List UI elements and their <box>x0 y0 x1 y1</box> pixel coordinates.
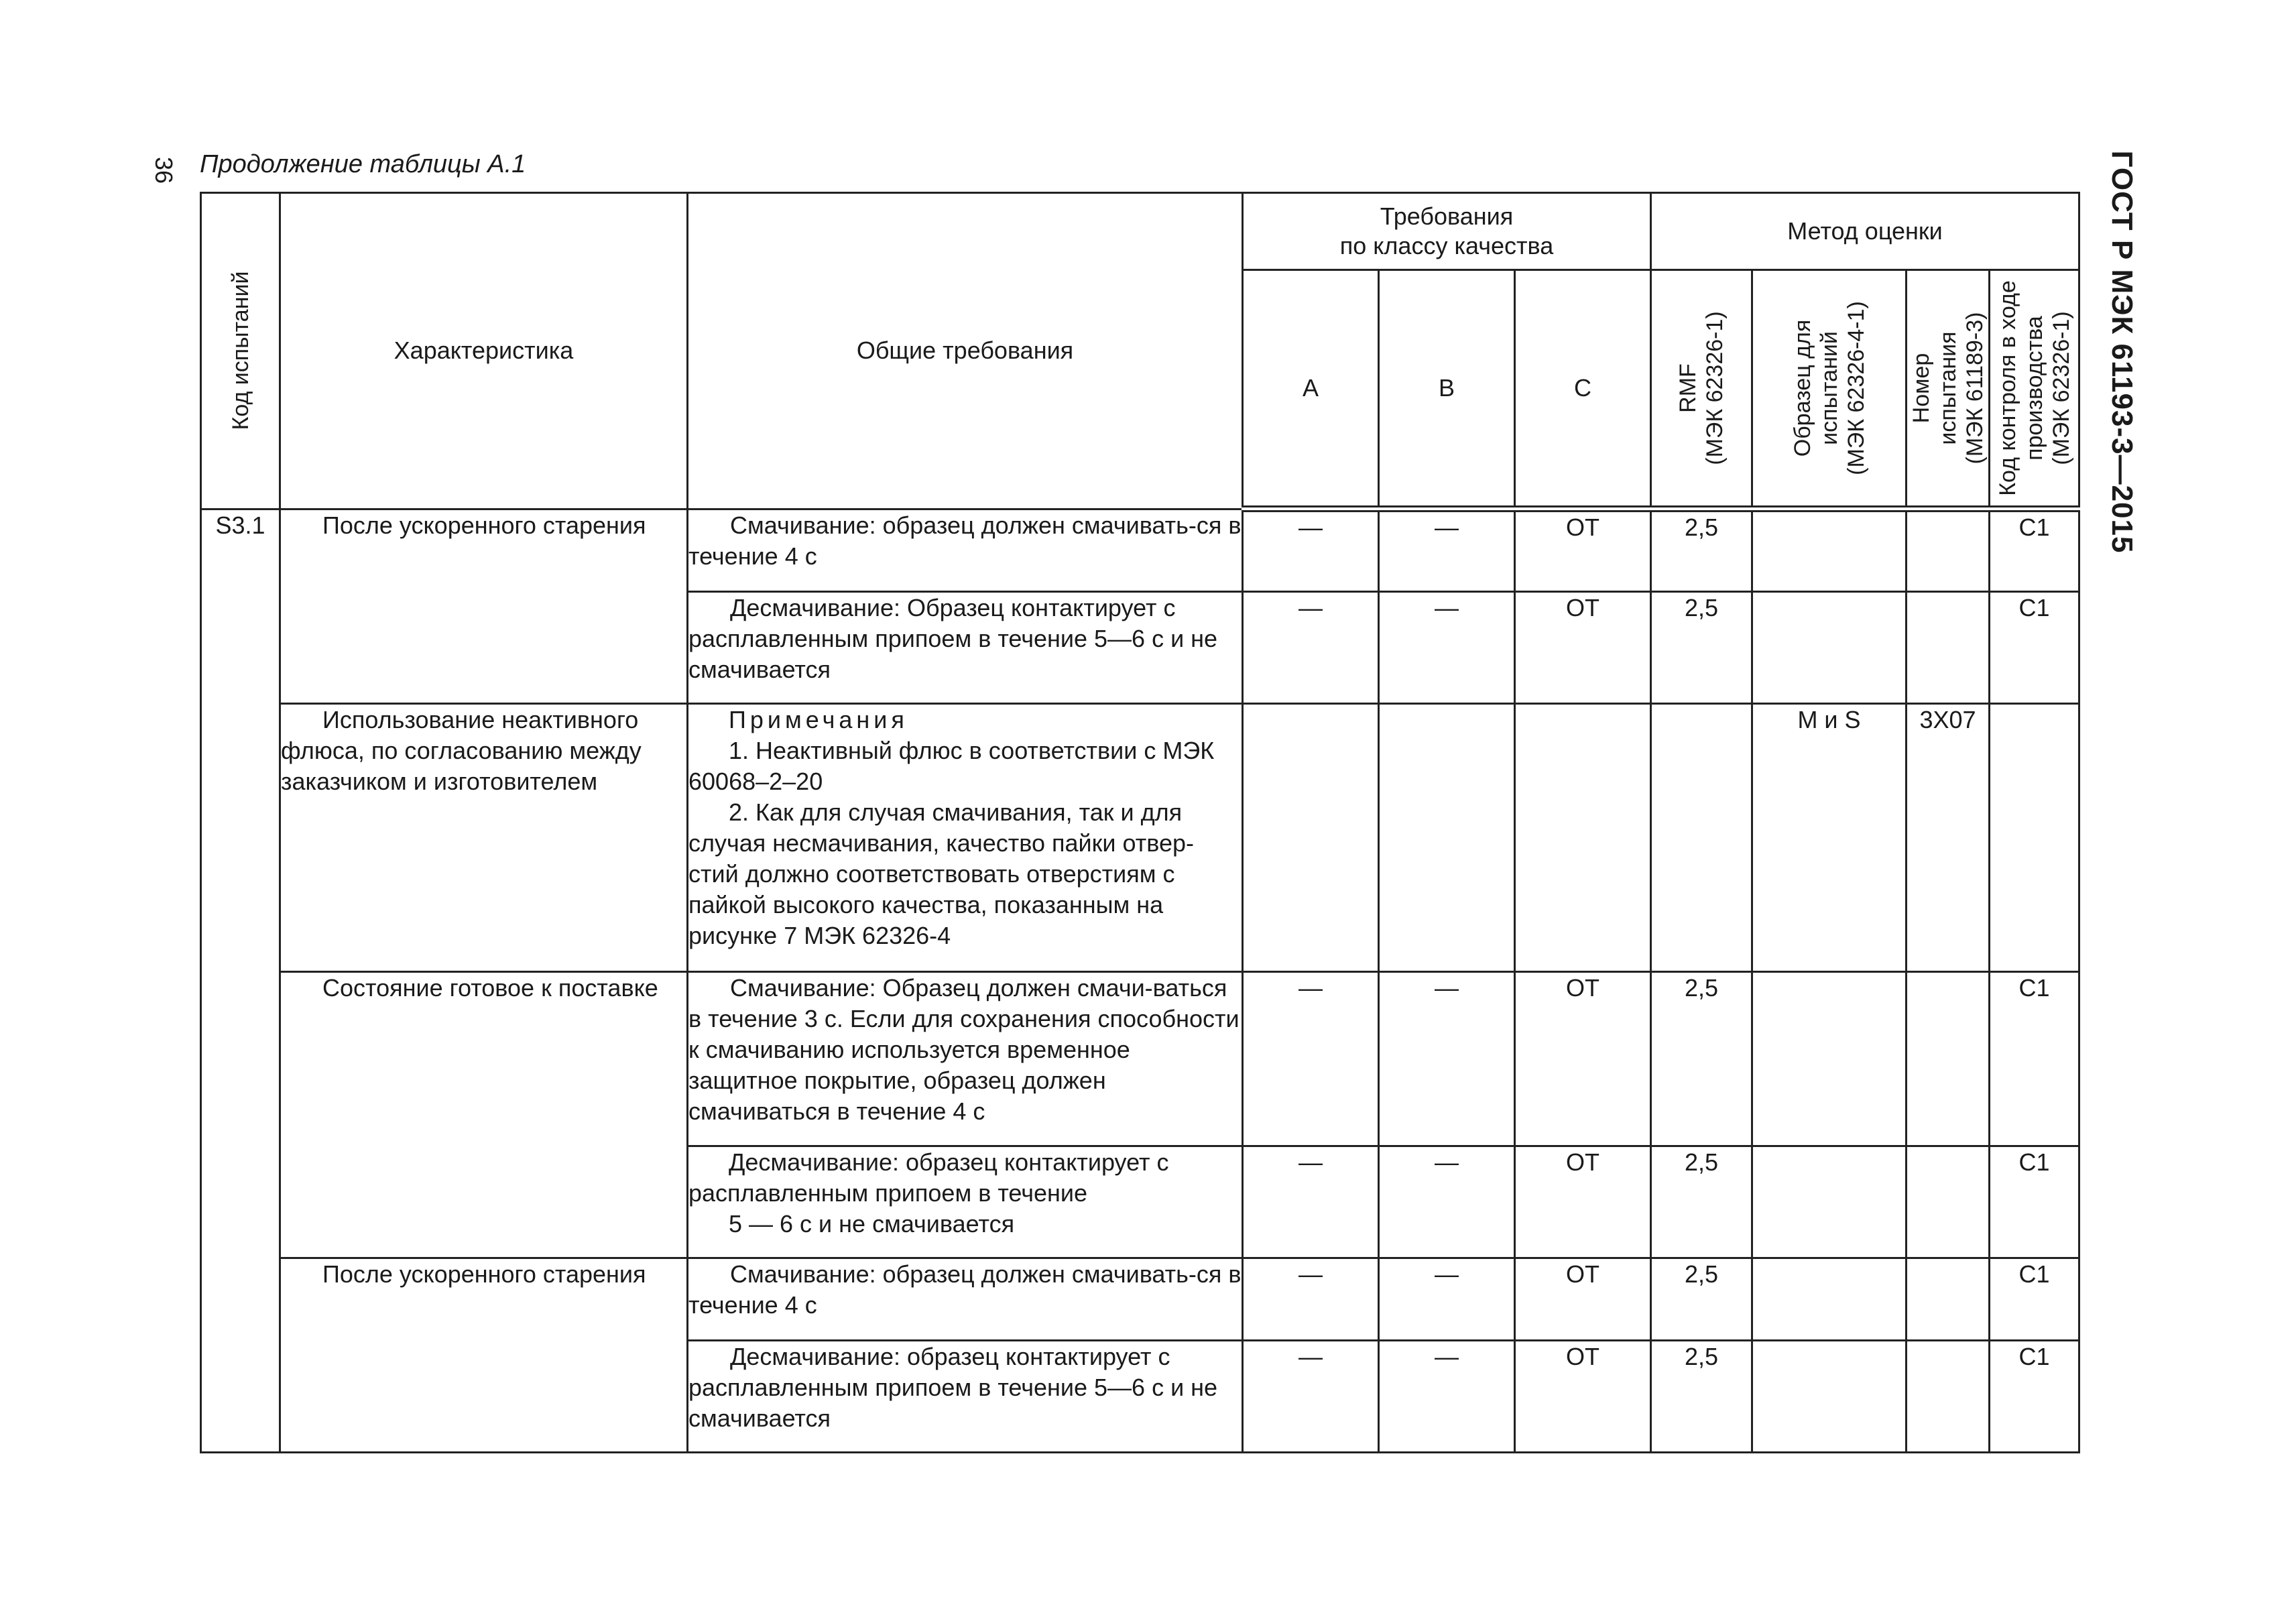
header-quality-class: Требования по классу качества <box>1243 193 1651 270</box>
test-number-value <box>1907 509 1990 591</box>
requirement-cell: Десмачивание: образец контактирует с расплавленным припоем в течение 5 — 6 с и не смачивается <box>688 1146 1243 1258</box>
class-a-value: — <box>1243 1258 1379 1340</box>
requirement-cell: Смачивание: образец должен смачивать-ся в течение 4 с <box>688 1258 1243 1340</box>
header-class-a: A <box>1243 270 1379 509</box>
table-row <box>201 703 2079 971</box>
table-row <box>201 509 2079 591</box>
test-number-value <box>1907 971 1990 1146</box>
class-a-value: — <box>1243 1340 1379 1452</box>
requirement-cell: Смачивание: образец должен смачивать-ся в течение 4 с <box>688 509 1243 591</box>
header-code: Код испытаний <box>201 193 280 509</box>
note-2: 2. Как для случая смачивания, так и для случая несмачивания, качество пайки отвер-стий должно соответствовать отверстиям с пайкой высокого качества, показанным на рисунке 7 МЭК 62326-4 <box>688 798 1194 949</box>
characteristic-cell: После ускоренного старения <box>280 509 688 703</box>
test-number-value: 3X07 <box>1907 703 1990 971</box>
page-number: 36 <box>150 156 178 184</box>
requirements-table <box>200 192 2080 1453</box>
control-code-value: C1 <box>1990 1146 2079 1258</box>
class-c-value: OT <box>1515 1258 1651 1340</box>
rmf-value: 2,5 <box>1651 591 1752 703</box>
header-evaluation-method: Метод оценки <box>1651 193 2079 270</box>
class-c-value: OT <box>1515 591 1651 703</box>
characteristic-cell: Состояние готовое к поставке <box>280 971 688 1258</box>
header-rmf: RMF (МЭК 62326-1) <box>1651 270 1752 509</box>
requirement-cell: Десмачивание: Образец контактирует с расплавленным припоем в течение 5—6 с и не смачивается <box>688 591 1243 703</box>
notes-cell <box>688 703 1243 971</box>
header-general-requirements: Общие требования <box>688 193 1243 509</box>
rmf-value: 2,5 <box>1651 971 1752 1146</box>
table-caption: Продолжение таблицы А.1 <box>200 150 526 178</box>
control-code-value: C1 <box>1990 1258 2079 1340</box>
header-test-number: Номер испытания (МЭК 61189-3) <box>1907 270 1990 509</box>
rmf-value: 2,5 <box>1651 1146 1752 1258</box>
class-a-value: — <box>1243 591 1379 703</box>
sample-value <box>1752 1258 1907 1340</box>
class-b-value: — <box>1379 971 1515 1146</box>
table-row <box>201 1258 2079 1340</box>
test-number-value <box>1907 591 1990 703</box>
control-code-value: C1 <box>1990 509 2079 591</box>
rmf-value: 2,5 <box>1651 509 1752 591</box>
note-1: 1. Неактивный флюс в соответствии с МЭК 60068–2–20 <box>688 736 1215 795</box>
header-class-c: C <box>1515 270 1651 509</box>
rmf-value: 2,5 <box>1651 1340 1752 1452</box>
header-characteristic: Характеристика <box>280 193 688 509</box>
characteristic-cell: Использование неактивного флюса, по согласованию между заказчиком и изготовителем <box>280 703 688 971</box>
class-c-value: OT <box>1515 1340 1651 1452</box>
control-code-value: C1 <box>1990 591 2079 703</box>
control-code-value: C1 <box>1990 971 2079 1146</box>
standard-designation: ГОСТ Р МЭК 61193-3—2015 <box>2106 150 2138 554</box>
class-c-value: OT <box>1515 971 1651 1146</box>
control-code-value: C1 <box>1990 1340 2079 1452</box>
sample-value: M и S <box>1752 703 1907 971</box>
header-test-sample: Образец для испытаний (МЭК 62326-4-1) <box>1752 270 1907 509</box>
sample-value <box>1752 1340 1907 1452</box>
class-b-value: — <box>1379 1340 1515 1452</box>
class-b-value: — <box>1379 509 1515 591</box>
class-b-value: — <box>1379 591 1515 703</box>
sample-value <box>1752 591 1907 703</box>
header-class-b: B <box>1379 270 1515 509</box>
requirement-cell: Смачивание: Образец должен смачи-ваться в течение 3 с. Если для сохранения способности к смачиванию используется временное защитное покрытие, образец должен смачиваться в течение 4 с <box>688 971 1243 1146</box>
notes-title: Примечания <box>729 705 908 733</box>
class-a-value: — <box>1243 1146 1379 1258</box>
header-control-code: Код контроля в ходе производства (МЭК 62326-1) <box>1990 270 2079 509</box>
sample-value <box>1752 971 1907 1146</box>
class-b-value: — <box>1379 1146 1515 1258</box>
characteristic-cell: После ускоренного старения <box>280 1258 688 1452</box>
test-code: S3.1 <box>201 509 280 1452</box>
class-c-value: OT <box>1515 509 1651 591</box>
test-number-value <box>1907 1340 1990 1452</box>
sample-value <box>1752 1146 1907 1258</box>
class-b-value: — <box>1379 1258 1515 1340</box>
requirement-cell: Десмачивание: образец контактирует с расплавленным припоем в течение 5—6 с и не смачивается <box>688 1340 1243 1452</box>
test-number-value <box>1907 1146 1990 1258</box>
sample-value <box>1752 509 1907 591</box>
table-row <box>201 971 2079 1146</box>
test-number-value <box>1907 1258 1990 1340</box>
class-c-value: OT <box>1515 1146 1651 1258</box>
rmf-value: 2,5 <box>1651 1258 1752 1340</box>
class-a-value: — <box>1243 971 1379 1146</box>
class-a-value: — <box>1243 509 1379 591</box>
